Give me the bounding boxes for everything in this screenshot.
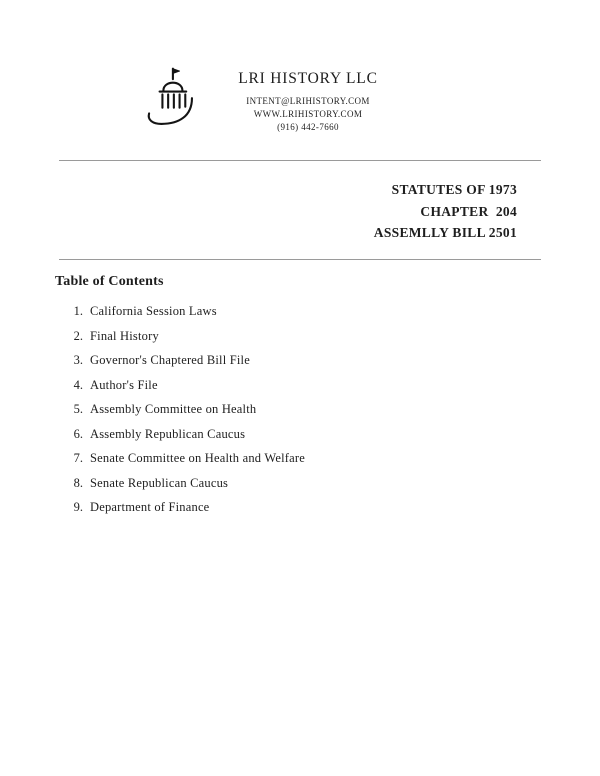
toc-item-number: 5.: [73, 402, 83, 416]
toc-heading: Table of Contents: [55, 274, 164, 289]
bill-line: ASSEMLLY BILL 2501: [373, 225, 517, 240]
toc-item-label: Author's File: [90, 377, 158, 392]
toc-item: [67, 305, 305, 318]
letterhead: [140, 62, 388, 142]
toc-item: [67, 477, 305, 490]
company-email: INTENT@LRIHISTORY.COM: [246, 96, 370, 106]
toc-list: [67, 305, 305, 526]
toc-item-number: 2.: [73, 328, 83, 343]
toc-item: [67, 452, 305, 465]
toc-item-number: 8.: [73, 475, 83, 490]
toc-item-label: Assembly Committee on Health: [90, 402, 257, 416]
toc-item-label: California Session Laws: [90, 304, 217, 318]
chapter-line: CHAPTER 204: [420, 203, 517, 219]
toc-item-label: Senate Republican Caucus: [90, 475, 229, 490]
toc-item-label: Department of Finance: [90, 500, 210, 514]
toc-item-label: Assembly Republican Caucus: [90, 426, 246, 441]
toc-item: [67, 501, 305, 514]
company-name: LRI HISTORY LLC: [238, 70, 378, 87]
statutes-line: STATUTES OF 1973: [391, 182, 517, 197]
toc-item: [67, 330, 305, 343]
toc-item-number: 9.: [73, 500, 83, 514]
divider-bottom: [59, 259, 541, 260]
company-website: WWW.LRIHISTORY.COM: [253, 109, 363, 119]
toc-item-number: 3.: [73, 353, 83, 367]
toc-item-label: Senate Committee on Health and Welfare: [90, 451, 305, 465]
letterhead-text: [228, 70, 388, 134]
toc-item-label: Governor's Chaptered Bill File: [90, 353, 250, 367]
company-phone: (916) 442-7660: [277, 122, 339, 132]
toc-item: [67, 379, 305, 392]
toc-item-number: 6.: [73, 426, 83, 441]
title-block: [374, 179, 517, 244]
toc-item: [67, 428, 305, 441]
toc-item-number: 4.: [73, 377, 83, 392]
capitol-dome-logo-icon: [140, 62, 202, 142]
toc-item-label: Final History: [90, 328, 159, 343]
toc-item: [67, 354, 305, 367]
toc-item-number: 7.: [73, 451, 83, 465]
toc-item-number: 1.: [73, 304, 83, 318]
toc-item: [67, 403, 305, 416]
divider-top: [59, 160, 541, 161]
